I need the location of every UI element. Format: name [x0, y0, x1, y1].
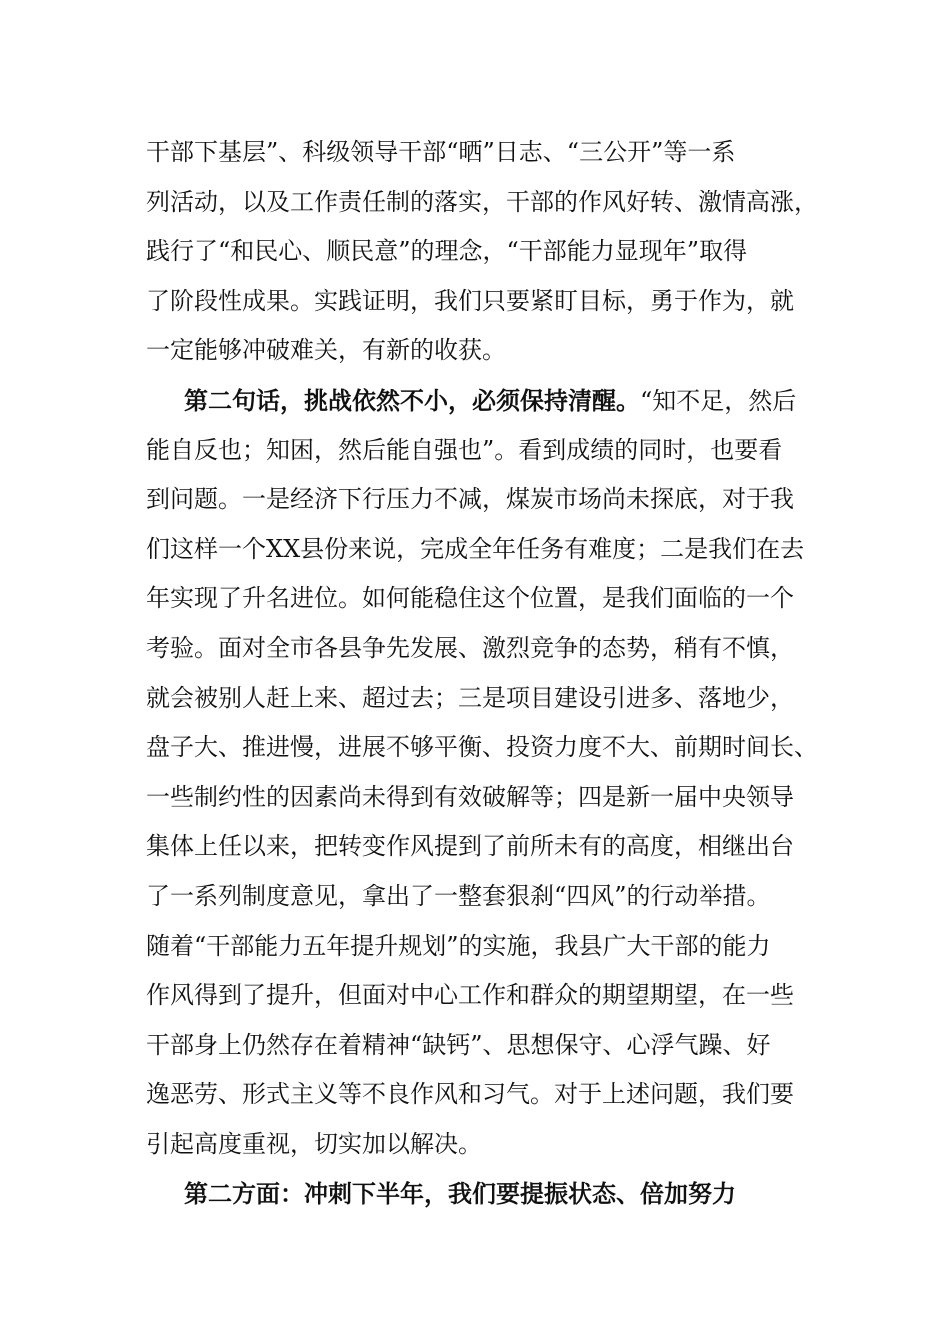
text-line: 践行了“和民心、顺民意”的理念，“干部能力显现年”取得: [146, 237, 748, 266]
paragraph-2-first-line: [146, 376, 826, 426]
text-line: 年实现了升名进位。如何能稳住这个位置，是我们面临的一个: [146, 584, 794, 613]
text-line: 们这样一个XX县份来说，完成全年任务有难度；二是我们在去: [146, 534, 805, 563]
text-line: 了阶段性成果。实践证明，我们只要紧盯目标，勇于作为，就: [146, 286, 794, 315]
text-line: 了一系列制度意见，拿出了一整套狠刹“四风”的行动举措。: [146, 881, 771, 910]
text-line: 作风得到了提升，但面对中心工作和群众的期望期望，在一些: [146, 981, 794, 1010]
text-line: 集体上任以来，把转变作风提到了前所未有的高度，相继出台: [146, 832, 794, 861]
paragraph-2: [146, 376, 826, 1170]
text-line: 能自反也；知困，然后能自强也”。看到成绩的同时，也要看: [146, 435, 783, 464]
text-line: 考验。面对全市各县争先发展、激烈竞争的态势，稍有不慎，: [146, 633, 794, 662]
text-line: 一定能够冲破难关，有新的收获。: [146, 336, 506, 365]
document-body: [146, 128, 826, 1219]
paragraph-2-heading: 第二句话，挑战依然不小，必须保持清醒。: [184, 385, 640, 415]
text-line: 就会被别人赶上来、超过去；三是项目建设引进多、落地少，: [146, 683, 794, 712]
text-line: 干部下基层”、科级领导干部“晒”日志、“三公开”等一系: [146, 138, 736, 166]
text-line: 到问题。一是经济下行压力不减，煤炭市场尚未探底，对于我: [146, 485, 794, 514]
section-heading: 第二方面：冲刺下半年，我们要提振状态、倍加努力: [184, 1179, 736, 1209]
text-line: 列活动，以及工作责任制的落实，干部的作风好转、激情高涨，: [146, 187, 818, 216]
paragraph-1: [146, 128, 826, 376]
text-line: 干部身上仍然存在着精神“缺钙”、思想保守、心浮气躁、好: [146, 1030, 771, 1059]
text-line: 盘子大、推进慢，进展不够平衡、投资力度不大、前期时间长、: [146, 733, 818, 762]
text-line: 一些制约性的因素尚未得到有效破解等；四是新一届中央领导: [146, 782, 794, 811]
text-line: 引起高度重视，切实加以解决。: [146, 1129, 482, 1158]
paragraph-2-first-line-text: “知不足，然后: [640, 386, 797, 415]
text-line: 随着“干部能力五年提升规划”的实施，我县广大干部的能力: [146, 931, 771, 960]
text-line: 逸恶劳、形式主义等不良作风和习气。对于上述问题，我们要: [146, 1080, 794, 1109]
